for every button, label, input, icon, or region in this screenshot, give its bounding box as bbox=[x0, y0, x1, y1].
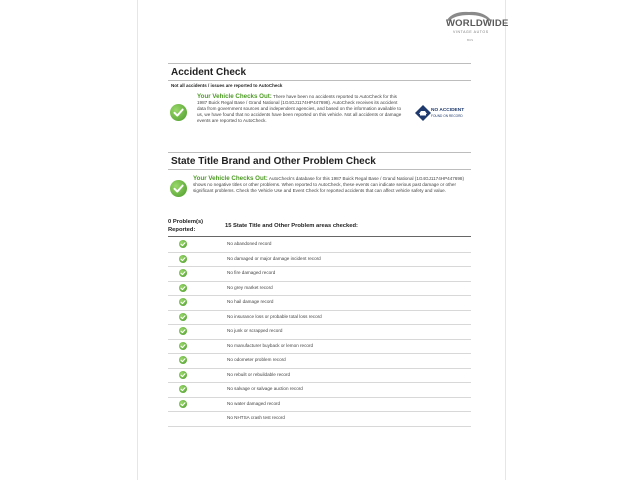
row-label: No grey market record bbox=[227, 284, 273, 290]
row-label: No junk or scrapped record bbox=[227, 328, 283, 333]
check-icon bbox=[179, 269, 187, 277]
title-check-title: State Title Brand and Other Problem Check bbox=[171, 156, 376, 167]
row-label: No salvage or salvage auction record bbox=[227, 386, 303, 391]
check-icon bbox=[179, 342, 187, 350]
table-row bbox=[168, 266, 471, 282]
check-icon bbox=[179, 327, 187, 335]
table-row bbox=[168, 411, 471, 427]
table-row bbox=[168, 310, 471, 326]
table-row bbox=[168, 397, 471, 413]
title-body: AutoCheck's database for this 1987 Buick Regal Base / Grand National (1G4GJ1174HP447698) shows no negative titles or other problems. When reported to AutoCheck, these events can indicate serious past damage or other significant problems. Check the Vehicle Use and Event Check for reported accidents that can affect vehicle safety and value. bbox=[193, 176, 464, 194]
row-label: No hail damage record bbox=[227, 299, 274, 304]
accident-check-title: Accident Check bbox=[171, 67, 247, 78]
check-icon bbox=[179, 356, 187, 364]
table-row bbox=[168, 252, 471, 268]
problems-reported-label: Reported: bbox=[168, 226, 196, 233]
problems-count: 0 Problem(s) bbox=[168, 219, 204, 225]
divider bbox=[168, 80, 471, 81]
check-icon bbox=[179, 400, 187, 408]
row-label: No abandoned record bbox=[227, 241, 272, 246]
row-label: No damaged or major damage incident record bbox=[227, 255, 321, 261]
table-row bbox=[168, 295, 471, 311]
divider bbox=[168, 169, 471, 170]
badge-title: NO ACCIDENT bbox=[431, 108, 465, 113]
table-row bbox=[168, 353, 471, 369]
row-label: No water damaged record bbox=[227, 400, 281, 406]
badge-subtitle: FOUND ON RECORD bbox=[431, 114, 463, 118]
row-label: No manufacturer buyback or lemon record bbox=[227, 342, 314, 348]
check-icon bbox=[179, 284, 187, 292]
accident-summary bbox=[197, 94, 407, 124]
table-row bbox=[168, 324, 471, 340]
table-row bbox=[168, 339, 471, 355]
check-icon bbox=[179, 371, 187, 379]
row-label: No fire damaged record bbox=[227, 270, 276, 275]
logo-mark: BUS bbox=[467, 38, 474, 42]
table-row bbox=[168, 368, 471, 384]
divider bbox=[168, 63, 471, 64]
divider bbox=[168, 152, 471, 153]
check-icon bbox=[179, 298, 187, 306]
logo-wordmark: WORLDWIDE bbox=[446, 18, 509, 29]
check-icon bbox=[179, 385, 187, 393]
no-accident-badge-icon bbox=[414, 104, 472, 122]
check-icon bbox=[179, 240, 187, 248]
accident-body: There have been no accidents reported to AutoCheck for this 1987 Buick Regal Base / Grand National (1G4GJ1174HP447698). AutoCheck receives its accident data from government sources and independent agencies, and based on the information available to us, we have found that no accidents have been reported on this vehicle. Not all accidents or damage events are reported to AutoCheck. bbox=[197, 94, 402, 124]
logo-tagline: VINTAGE AUTOS bbox=[453, 30, 489, 34]
accident-subhead: Not all accidents / issues are reported to AutoCheck bbox=[171, 83, 283, 88]
row-label: No odometer problem record bbox=[227, 357, 286, 362]
table-row bbox=[168, 237, 471, 253]
check-icon bbox=[170, 104, 187, 121]
row-label: No rebuilt or rebuildable record bbox=[227, 371, 291, 377]
table-row bbox=[168, 382, 471, 398]
accident-status: Your Vehicle Checks Out: bbox=[197, 93, 272, 100]
title-summary bbox=[193, 176, 468, 194]
table-row bbox=[168, 281, 471, 297]
row-label: No insurance loss or probable total loss record bbox=[227, 313, 322, 319]
areas-checked-header: 15 State Title and Other Problem areas checked: bbox=[225, 223, 358, 229]
check-icon bbox=[179, 255, 187, 263]
title-status: Your Vehicle Checks Out: bbox=[193, 175, 268, 182]
check-icon bbox=[179, 313, 187, 321]
check-icon bbox=[170, 180, 187, 197]
row-label: No NHTSA crash test record bbox=[227, 415, 285, 420]
problems-reported-header bbox=[168, 219, 203, 234]
